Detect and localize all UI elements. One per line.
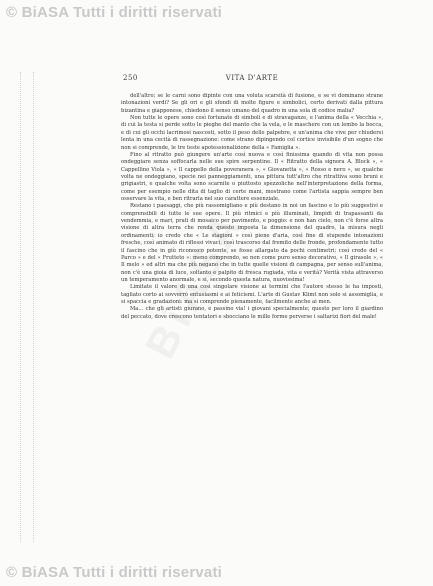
page-header — [123, 74, 381, 86]
watermark-top: © BiASA Tutti i diritti riservati — [6, 4, 223, 21]
paragraph: Restano i paesaggi, che più rassomigliano e più destano in noi un fascino e lo più suggestivi e comprensibili di tutte le sue opere. Il più ritmici e più illuminati, limpidi di trapassanti da vendemmia, e mari, prati di mosaico per pavimento, e poggio: e non han cielo, non c'è forse altra visione di altra terra che renda questo imposta la dimensione del quadro, la misura negli ordinamenti; io credo che « Le stagioni » così piene d'aria, così fine di stupende intonazioni fresche, così animato di riflessi vivaci, così trascorso dal fremito delle fronde, profondamente tutto il fascino che in giù riconosco potente, se fosse allargato da pochi centimetri; così credo del « Parco » e del « Frutteto »: meno comprendo, se non come puro senso decorativo, « Il girasole », « Il melo » ed altri ma che più negano che in tutte quelle visioni di campagna, per senso sull'anima, non c'è una gioia di luce, soltanto e palpito di fresca rugiada, vita e verità? Verità vista attraverso un temperamento anormale, e si, secondo questa natura, nuovissima! — [121, 203, 383, 283]
running-head: VITA D'ARTE — [225, 74, 279, 82]
paragraph: Limitate il valore di una così singolare visione ai termini che l'autore stesso le ha imposti, tagliato corto ai sovverrò entusiasmi e ai feticismi. L'arte di Gustav Klimt non solo si assomiglia, e si spaccia e gradazioni: ma si comprende pienamente, facilmente anche ai men. — [121, 284, 383, 306]
library-seal-stamp — [20, 72, 34, 542]
body-text — [121, 93, 383, 321]
paragraph: Fino al ritratto può giungere un'arte così nuova e così finissima quando di vita non possa ondeggiare senza soffocarla nelle sue spire serpentine. Il « Ritratto della signora A. Block », « Cappellino Viola », « Il cappello della poveranera », « Giovanetta », « Rosso e nero », se qualche volta ne ondeggiano, specie nei panneggiamenti, una pittura tutt'altro che ritrattiva sono bruni e grigiastri, e qualche volta sono scarnite o piuttosto spezzoliche nell'interpretazione della forma, come per esempio nelle dita di taglio di certe mani, mostrano come l'artista sappia sempre ben osservare la vita, e ben ritrarla nel suo carattere essenziale. — [121, 151, 383, 203]
paragraph: dell'altro; se le carni sono dipinte con una voluta scarsità di fusione, e se vi dominano strane intonazioni verdi? Se gli ori e gli sfondi di molte figure e simbolici, certo derivati dalla pittura bizantina e giapponese, chiedono il senso umano del quadro in una sola di codice malia? — [121, 93, 383, 114]
paragraph: Ma... che gli artisti giurano, e passino via! i giovani specialmente; questo per loro il giardino del peccato, dove crescono tentatori e sbocciano le mille forme perverse i saltarizi fiori del male! — [121, 306, 383, 320]
paragraph: Non tutte le opere sono così fortunate di simboli e di stravaganze, e l'anima della « Vecchia », di cui la testa si perde sotto le pieghe del manto che la vela, e le maschere con un lembo la bocca, e di cui gli occhi lacrimosi nascosti, sotto il peso delle palpebre, e un'anima che vive per chiudersi lenta in una cecità di rassegnazione: come strano dipingendo col cortice invisibile d'un sogno che non si comprende, le tre teste apotessionalizione della « Famiglia ». — [121, 115, 383, 151]
page-number: 250 — [123, 74, 138, 82]
watermark-bottom: © BiASA Tutti i diritti riservati — [6, 564, 223, 581]
